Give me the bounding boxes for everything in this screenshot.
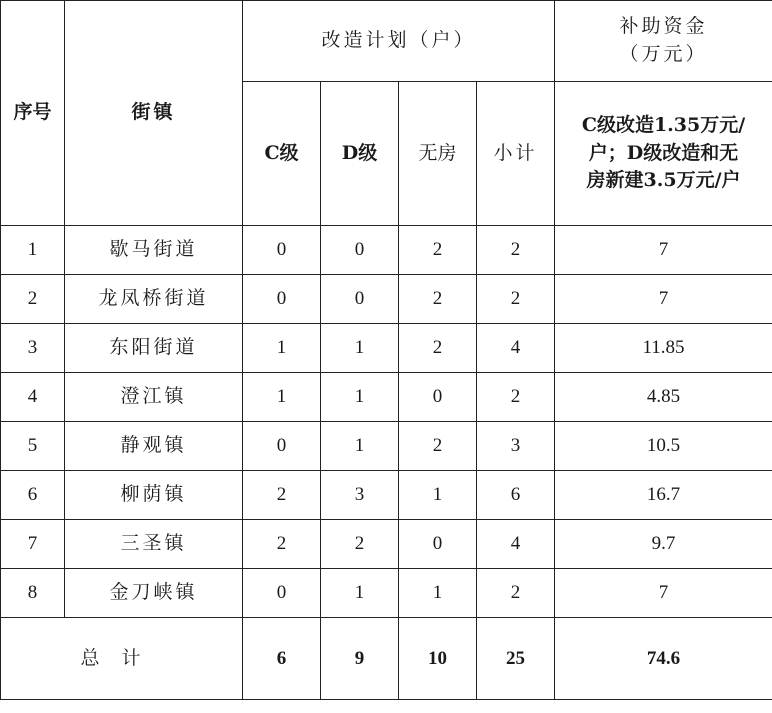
cell-fund: 7 [555, 569, 772, 618]
cell-c: 1 [243, 324, 321, 373]
cell-seq: 6 [1, 471, 65, 520]
total-subtotal: 25 [477, 618, 555, 700]
cell-d: 1 [321, 373, 399, 422]
total-none: 10 [399, 618, 477, 700]
header-row-top [1, 1, 772, 82]
fund-desc-line2: 户；D级改造和无 [588, 141, 739, 164]
table-row [1, 324, 772, 373]
header-town: 街镇 [65, 1, 243, 226]
cell-subtotal: 4 [477, 520, 555, 569]
cell-fund: 7 [555, 226, 772, 275]
cell-town: 东阳街道 [65, 324, 243, 373]
header-col-d: D级 [321, 82, 399, 226]
total-row [1, 618, 772, 700]
cell-subtotal: 4 [477, 324, 555, 373]
cell-none: 2 [399, 422, 477, 471]
cell-seq: 2 [1, 275, 65, 324]
cell-d: 1 [321, 569, 399, 618]
cell-none: 2 [399, 324, 477, 373]
cell-c: 0 [243, 226, 321, 275]
cell-c: 0 [243, 275, 321, 324]
cell-fund: 10.5 [555, 422, 772, 471]
cell-town: 澄江镇 [65, 373, 243, 422]
cell-town: 歇马街道 [65, 226, 243, 275]
cell-none: 0 [399, 520, 477, 569]
cell-d: 0 [321, 275, 399, 324]
cell-seq: 4 [1, 373, 65, 422]
table-row [1, 226, 772, 275]
header-col-none: 无房 [399, 82, 477, 226]
cell-d: 2 [321, 520, 399, 569]
header-plan: 改造计划（户） [243, 1, 555, 82]
cell-none: 2 [399, 275, 477, 324]
table-row [1, 275, 772, 324]
cell-subtotal: 2 [477, 275, 555, 324]
header-fund-desc [555, 82, 772, 226]
cell-d: 3 [321, 471, 399, 520]
cell-d: 1 [321, 324, 399, 373]
table-row [1, 422, 772, 471]
cell-seq: 5 [1, 422, 65, 471]
header-fund [555, 1, 772, 82]
cell-c: 2 [243, 471, 321, 520]
cell-subtotal: 2 [477, 569, 555, 618]
cell-seq: 3 [1, 324, 65, 373]
cell-town: 三圣镇 [65, 520, 243, 569]
cell-seq: 8 [1, 569, 65, 618]
header-col-c: C级 [243, 82, 321, 226]
cell-none: 0 [399, 373, 477, 422]
cell-fund: 7 [555, 275, 772, 324]
cell-fund: 4.85 [555, 373, 772, 422]
fund-desc-line1: C级改造1.35万元/ [581, 114, 746, 137]
total-label: 总计 [1, 618, 243, 700]
cell-none: 1 [399, 471, 477, 520]
cell-fund: 16.7 [555, 471, 772, 520]
cell-fund: 11.85 [555, 324, 772, 373]
cell-c: 1 [243, 373, 321, 422]
cell-seq: 7 [1, 520, 65, 569]
cell-c: 0 [243, 422, 321, 471]
header-seq: 序号 [1, 1, 65, 226]
table-row [1, 471, 772, 520]
cell-none: 2 [399, 226, 477, 275]
table-row [1, 569, 772, 618]
cell-c: 2 [243, 520, 321, 569]
cell-none: 1 [399, 569, 477, 618]
cell-town: 静观镇 [65, 422, 243, 471]
cell-d: 0 [321, 226, 399, 275]
cell-d: 1 [321, 422, 399, 471]
table-row [1, 373, 772, 422]
table-row [1, 520, 772, 569]
header-fund-line2: （万元） [619, 43, 708, 65]
cell-c: 0 [243, 569, 321, 618]
fund-desc-line3: 房新建3.5万元/户 [586, 169, 741, 192]
cell-fund: 9.7 [555, 520, 772, 569]
total-d: 9 [321, 618, 399, 700]
cell-seq: 1 [1, 226, 65, 275]
cell-subtotal: 3 [477, 422, 555, 471]
cell-town: 金刀峡镇 [65, 569, 243, 618]
cell-town: 龙凤桥街道 [65, 275, 243, 324]
cell-subtotal: 2 [477, 226, 555, 275]
total-fund: 74.6 [555, 618, 772, 700]
total-c: 6 [243, 618, 321, 700]
cell-subtotal: 6 [477, 471, 555, 520]
header-col-subtotal: 小计 [477, 82, 555, 226]
cell-subtotal: 2 [477, 373, 555, 422]
header-fund-line1: 补助资金 [619, 15, 708, 38]
cell-town: 柳荫镇 [65, 471, 243, 520]
